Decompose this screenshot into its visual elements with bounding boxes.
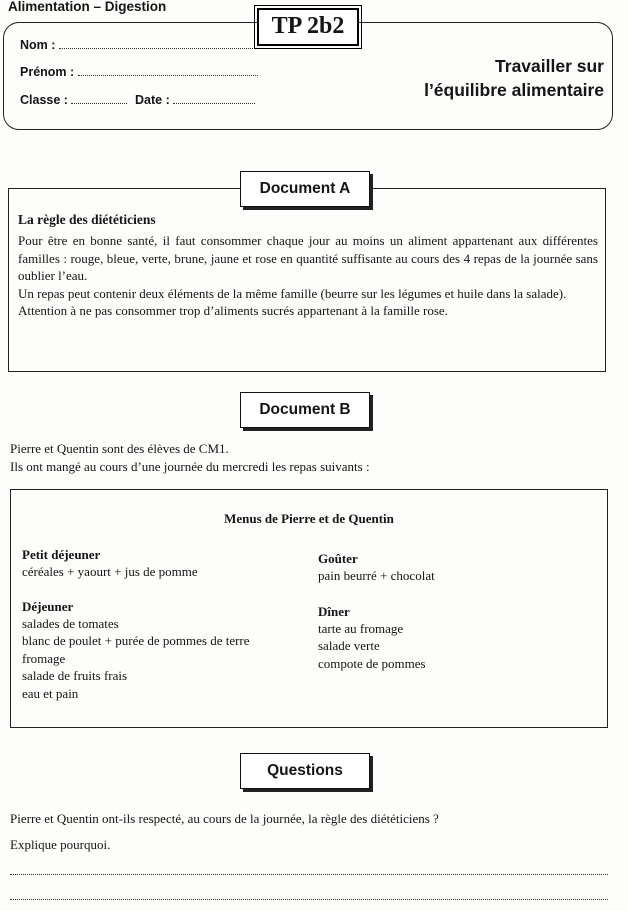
tp-badge: TP 2b2 [257,8,359,46]
document-b-intro [10,440,610,475]
meal-item: eau et pain [22,685,79,701]
document-a-paragraph-2: Un repas peut contenir deux éléments de la même famille (beurre sur les légumes et huile dans la salade). [18,285,567,301]
sheet-title-line-2: l’équilibre alimentaire [424,80,604,100]
meal-item: salades de tomates [22,615,119,631]
classe-field[interactable] [20,93,127,107]
nom-label: Nom : [20,38,56,52]
classe-label: Classe : [20,93,68,107]
document-a-box [8,188,606,372]
date-input-line[interactable] [173,93,255,104]
question-2: Explique pourquoi. [10,837,111,852]
meal-name-petit-dejeuner: Petit déjeuner [22,547,101,562]
meal-item: blanc de poulet + purée de pommes de terre [22,633,250,649]
meal-item: salade verte [318,638,380,654]
question-1: Pierre et Quentin ont-ils respecté, au cours de la journée, la règle des diététiciens ? [10,811,439,826]
document-b-intro-line-1: Pierre et Quentin sont des élèves de CM1. [10,441,229,456]
menus-right-column [318,550,598,672]
sheet-title [424,54,604,102]
document-a-paragraph-3: Attention à ne pas consommer trop d’aliments sucrés appartenant à la famille rose. [18,303,448,319]
date-field[interactable] [135,93,255,107]
nom-field[interactable] [20,38,259,52]
questions-tab [240,753,370,789]
document-b-tab [240,392,370,428]
prenom-field[interactable] [20,65,258,79]
menus-title: Menus de Pierre et de Quentin [224,511,394,526]
meal-name-dejeuner: Déjeuner [22,598,74,614]
menus-box [10,489,608,728]
classe-input-line[interactable] [71,93,127,104]
meal-item: pain beurré + chocolat [318,568,435,583]
questions-tab-label: Questions [267,762,343,779]
answer-line[interactable] [10,899,608,900]
meal-item: céréales + yaourt + jus de pomme [22,564,198,579]
nom-input-line[interactable] [59,38,259,49]
meal-name-gouter: Goûter [318,551,358,566]
prenom-label: Prénom : [20,65,75,79]
document-a-tab-label: Document A [259,180,351,197]
meal-item: fromage [22,650,66,666]
document-a-heading: La règle des diététiciens [18,212,156,227]
sheet-title-line-1: Travailler sur [495,56,604,76]
date-label: Date : [135,93,170,107]
document-a-tab [240,171,370,207]
meal-item: tarte au fromage [318,620,404,636]
answer-line[interactable] [10,874,608,875]
meal-item: salade de fruits frais [22,668,128,684]
menus-left-column [22,546,312,703]
prenom-input-line[interactable] [78,65,258,76]
meal-item: compote de pommes [318,655,426,671]
document-a-paragraph-1: Pour être en bonne santé, il faut consommer chaque jour au moins un aliment appartenant aux différentes familles : rouge, bleue, verte, brune, jaune et rose en quantité suffisante au cours des 4 repas de la journée sans oublier l’eau. [18,233,598,284]
section-title: Alimentation – Digestion [8,0,167,14]
meal-name-diner: Dîner [318,603,350,619]
document-b-intro-line-2: Ils ont mangé au cours d’une journée du mercredi les repas suivants : [10,458,370,474]
document-b-tab-label: Document B [259,401,351,418]
